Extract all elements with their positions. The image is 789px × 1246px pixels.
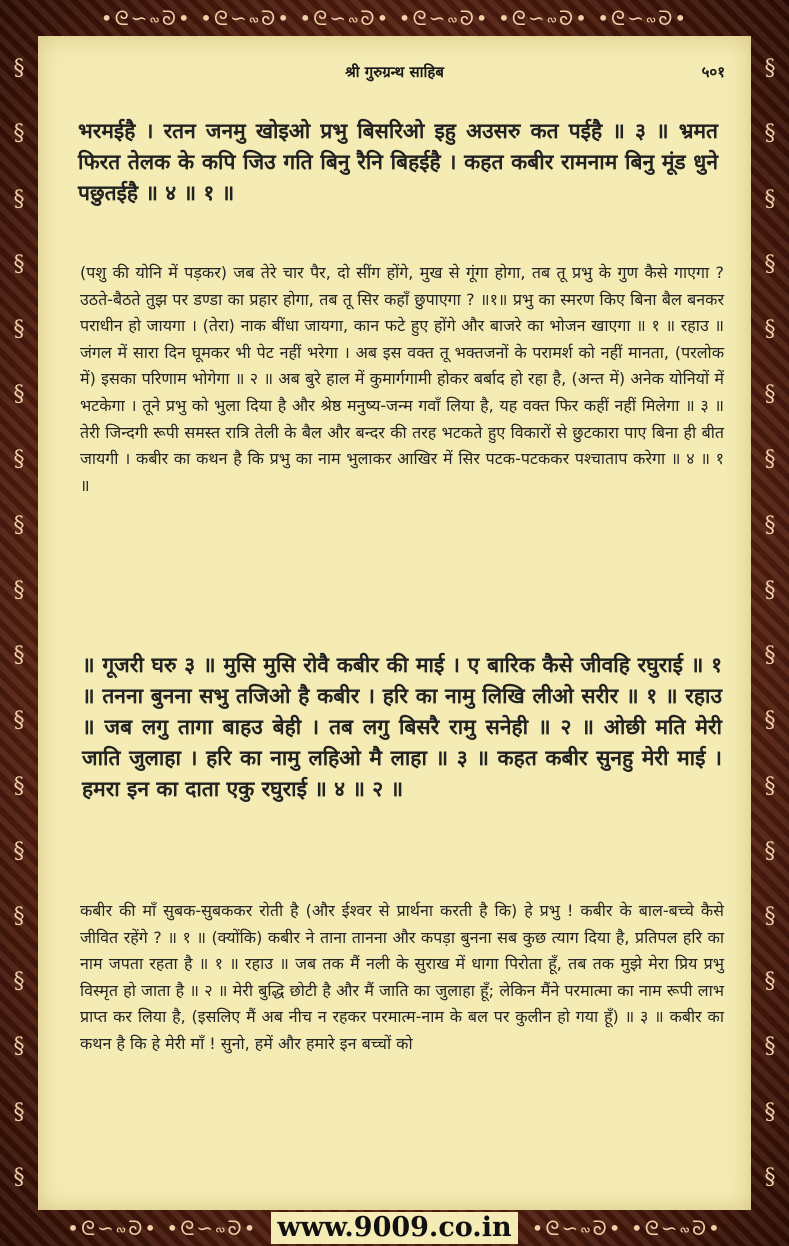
footer-ornament-left: •ᘓ∽∾ᘐ• •ᘓ∽∾ᘐ•: [67, 1216, 258, 1240]
website-link[interactable]: www.9009.co.in: [271, 1212, 517, 1244]
page-title: श्री गुरुग्रन्थ साहिब: [345, 63, 444, 81]
page-header: [38, 62, 751, 86]
gurbani-verse-2: ॥ गूजरी घरु ३ ॥ मुसि मुसि रोवै कबीर की माई । ए बारिक कैसे जीवहि रघुराई ॥ १ ॥ तनना बुनना सभु तजिओ है कबीर । हरि का नामु लिखि लीओ सरीर ॥ १ ॥ रहाउ ॥ जब लगु तागा बाहउ बेही । तब लगु बिसरै रामु सनेही ॥ २ ॥ ओछी मति मेरी जाति जुलाहा । हरि का नामु लहिओ मै लाहा ॥ ३ ॥ कहत कबीर सुनहु मेरी माई । हमरा इन का दाता एकु रघुराई ॥ ४ ॥ २ ॥: [82, 653, 722, 801]
left-border-ornament: § § § § § § § § § § § § § § § § § §: [13, 56, 25, 1190]
website-footer: [0, 1210, 789, 1246]
hindi-translation-1: (पशु की योनि में पड़कर) जब तेरे चार पैर, दो सींग होंगे, मुख से गूंगा होगा, तब तू प्रभु के गुण कैसे गाएगा ? उठते-बैठते तुझ पर डण्डा का प्रहार होगा, तब तू सिर कहाँ छुपाएगा ? ॥१॥ प्रभु का स्मरण किए बिना बैल बनकर पराधीन हो जायगा । (तेरा) नाक बींधा जायगा, कान फटे हुए होंगे और बाजरे का भोजन खाएगा ॥ १ ॥ रहाउ ॥ जंगल में सारा दिन घूमकर भी पेट नहीं भरेगा । अब इस वक्त तू भक्तजनों के परामर्श को नहीं मानता, (परलोक में) इसका परिणाम भोगेगा ॥ २ ॥ अब बुरे हाल में कुमार्गगामी होकर बर्बाद हो रहा है, (अन्त में) अनेक योनियों में भटकेगा । तूने प्रभु को भुला दिया है और श्रेष्ठ मनुष्य-जन्म गवाँ लिया है, यह वक्त फिर कहीं नहीं मिलेगा ॥ ३ ॥ तेरी जिन्दगी रूपी समस्त रात्रि तेली के बैल और बन्दर की तरह भटकते हुए विकारों से छुटकारा पाए बिना ही बीत जायगी । कबीर का कथन है कि प्रभु का नाम भुलाकर आखिर में सिर पटक-पटककर पश्चाताप करेगा ॥ ४ ॥ १ ॥: [80, 263, 724, 495]
right-border-ornament: § § § § § § § § § § § § § § § § § §: [764, 56, 776, 1190]
gurbani-verse-1: भरमईहै । रतन जनमु खोइओ प्रभु बिसरिओ इहु अउसरु कत पईहै ॥ ३ ॥ भ्रमत फिरत तेलक के कपि जिउ गति बिनु रैनि बिहईहै । कहत कबीर रामनाम बिनु मूंड धुने पछुतईहै ॥ ४ ॥ १ ॥: [78, 119, 718, 205]
top-border-ornament: •ᘓ∽∾ᘐ• •ᘓ∽∾ᘐ• •ᘓ∽∾ᘐ• •ᘓ∽∾ᘐ• •ᘓ∽∾ᘐ• •ᘓ∽∾ᘐ•: [100, 6, 689, 30]
scripture-page: [38, 36, 751, 1210]
page-number: ५०१: [701, 63, 725, 81]
footer-ornament-right: •ᘓ∽∾ᘐ• •ᘓ∽∾ᘐ•: [531, 1216, 722, 1240]
hindi-translation-2: कबीर की माँ सुबक-सुबककर रोती है (और ईश्वर से प्रार्थना करती है कि) हे प्रभु ! कबीर के बाल-बच्चे कैसे जीवित रहेंगे ? ॥ १ ॥ (क्योंकि) कबीर ने ताना तानना और कपड़ा बुनना सब कुछ त्याग दिया है, प्रतिपल हरि का नाम जपता रहता है ॥ १ ॥ रहाउ ॥ जब तक मैं नली के सुराख में धागा पिरोता हूँ, तब तक मुझे मेरा प्रिय प्रभु विस्मृत हो जाता है ॥ २ ॥ मेरी बुद्धि छोटी है और मैं जाति का जुलाहा हूँ; लेकिन मैंने परमात्मा का नाम रूपी लाभ प्राप्त कर लिया है, (इसलिए मैं अब नीच न रहकर परमात्म-नाम के बल पर कुलीन हो गया हूँ) ॥ ३ ॥ कबीर का कथन है कि हे मेरी माँ ! सुनो, हमें और हमारे इन बच्चों को: [80, 901, 724, 1053]
